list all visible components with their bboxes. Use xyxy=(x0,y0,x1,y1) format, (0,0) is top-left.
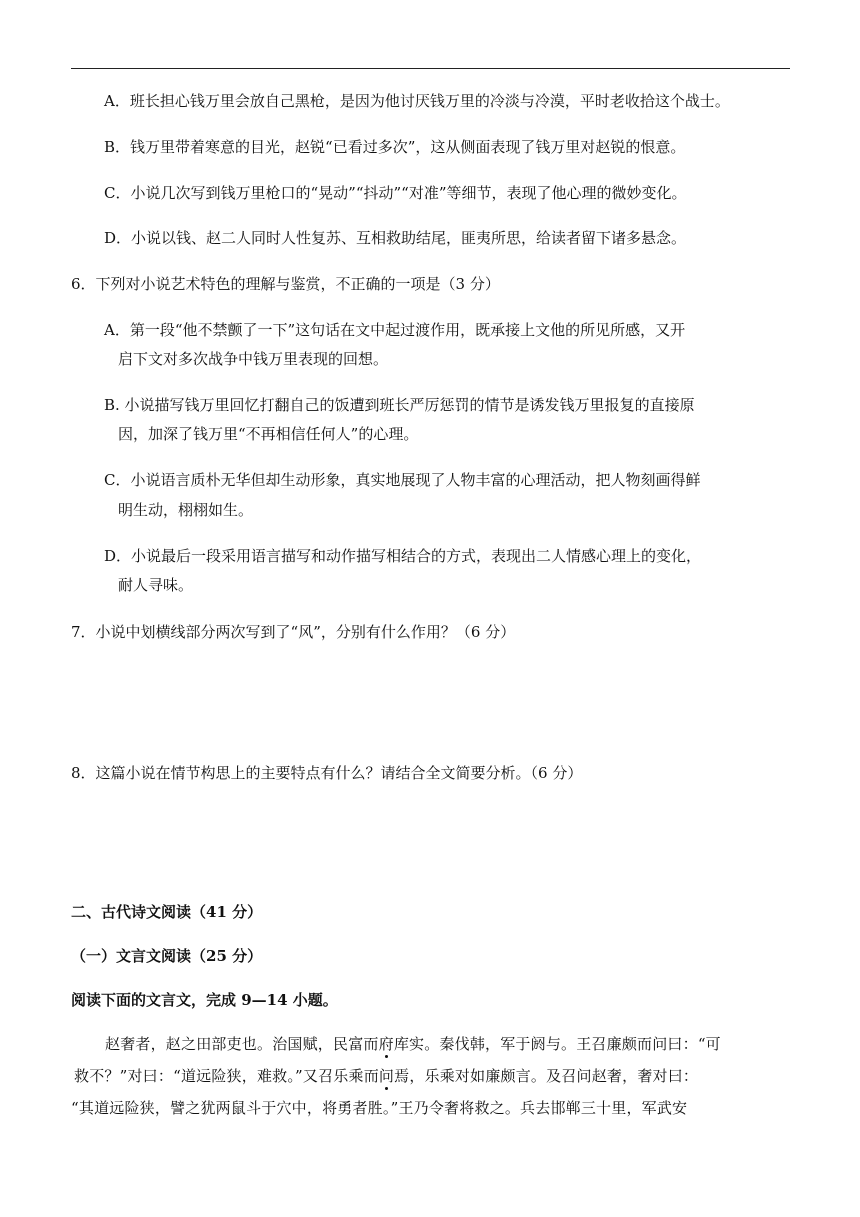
q6-option-b-line1: B. 小说描写钱万里回忆打翻自己的饭遭到班长严厉惩罚的情节是诱发钱万里报复的直接原 xyxy=(104,396,695,414)
section2-title: 二、古代诗文阅读（41 分） xyxy=(71,903,263,921)
passage-text: 焉，乐乘对如廉颇言。及召问赵奢，奢对曰： xyxy=(394,1067,699,1085)
q7-question: 7．小说中划横线部分两次写到了“风”，分别有什么作用？（6 分） xyxy=(71,623,516,641)
passage-line-3: “其道远险狭，譬之犹两鼠斗于穴中，将勇者胜。”王乃令奢将救之。兵去邯郸三十里，军武安 xyxy=(71,1099,688,1117)
q6-option-a-line2: 启下文对多次战争中钱万里表现的回想。 xyxy=(118,350,389,368)
passage-line-1 xyxy=(105,1034,721,1054)
passage-text: 赵奢者，赵之田部吏也。治国赋，民富而 xyxy=(105,1035,379,1053)
q5-option-a: A．班长担心钱万里会放自己黑枪，是因为他讨厌钱万里的冷淡与冷漠，平时老收拾这个战士。 xyxy=(104,92,730,110)
emphasis-dot-char: 问 xyxy=(378,1067,395,1085)
q6-option-d-line1: D．小说最后一段采用语言描写和动作描写相结合的方式，表现出二人情感心理上的变化， xyxy=(104,547,702,565)
q6-stem: 6．下列对小说艺术特色的理解与鉴赏，不正确的一项是（3 分） xyxy=(71,275,500,293)
q6-option-a-line1: A．第一段“他不禁颤了一下”这句话在文中起过渡作用，既承接上文他的所见所感，又开 xyxy=(104,321,686,339)
q5-option-d: D．小说以钱、赵二人同时人性复苏、互相救助结尾，匪夷所思，给读者留下诸多悬念。 xyxy=(104,229,687,247)
section2-subtitle: （一）文言文阅读（25 分） xyxy=(71,947,263,965)
q6-option-c-line2: 明生动，栩栩如生。 xyxy=(118,501,254,519)
q8-question: 8．这篇小说在情节构思上的主要特点有什么？请结合全文简要分析。（6 分） xyxy=(71,764,583,782)
emphasis-dot-char: 府 xyxy=(378,1035,394,1053)
header-rule xyxy=(71,68,790,69)
passage-line-2 xyxy=(74,1066,698,1086)
q5-option-c: C．小说几次写到钱万里枪口的“晃动”“抖动”“对准”等细节，表现了他心理的微妙变化。 xyxy=(104,184,687,202)
q6-option-c-line1: C．小说语言质朴无华但却生动形象，真实地展现了人物丰富的心理活动，把人物刻画得鲜 xyxy=(104,471,701,489)
passage-text: 库实。秦伐韩，军于阏与。王召廉颇而问曰：“可 xyxy=(393,1035,721,1053)
reading-instruction: 阅读下面的文言文，完成 9—14 小题。 xyxy=(71,991,338,1009)
q6-option-b-line2: 因，加深了钱万里“不再相信任何人”的心理。 xyxy=(118,425,419,443)
q5-option-b: B．钱万里带着寒意的目光，赵锐“已看过多次”，这从侧面表现了钱万里对赵锐的恨意。 xyxy=(104,138,686,156)
passage-text: 救不？”对曰：“道远险狭，难救。”又召乐乘而 xyxy=(74,1067,379,1085)
q6-option-d-line2: 耐人寻味。 xyxy=(118,576,194,594)
